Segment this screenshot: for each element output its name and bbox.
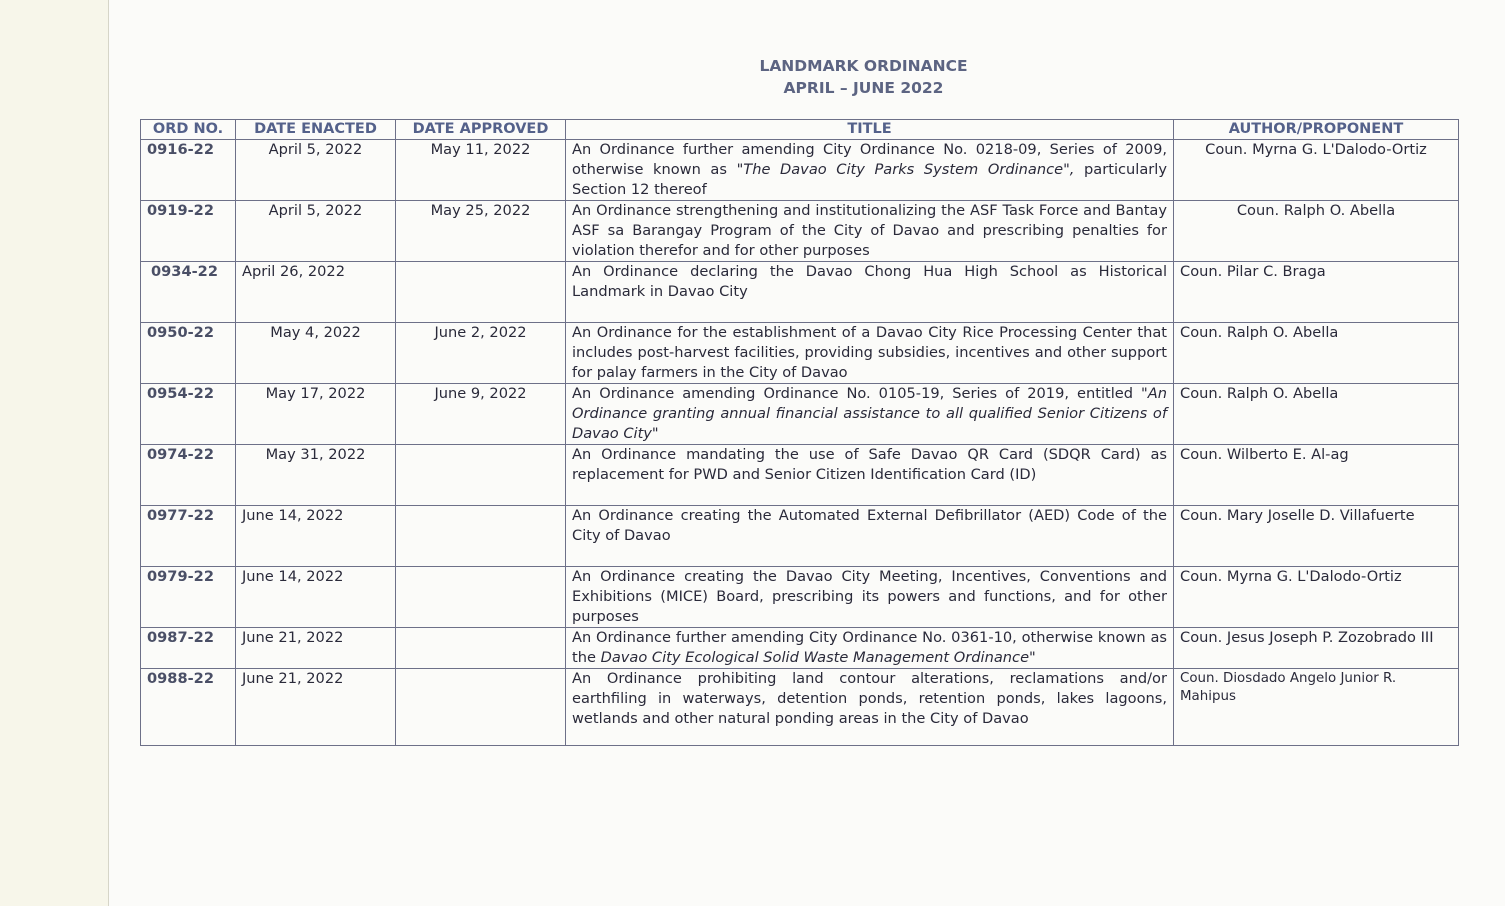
date-enacted-cell: June 21, 2022 (236, 669, 396, 746)
title-italic-text: "The Davao City Parks System Ordinance", (736, 161, 1075, 178)
table-row (141, 201, 1459, 262)
title-cell (566, 567, 1174, 628)
date-approved-cell (396, 445, 566, 506)
ord-no-cell: 0954-22 (141, 384, 236, 445)
title-text: An Ordinance declaring the Davao Chong Hua High School as Historical Landmark in Davao City (572, 263, 1167, 300)
title-cell (566, 201, 1174, 262)
author-cell: Coun. Diosdado Angelo Junior R. Mahipus (1174, 669, 1459, 746)
date-enacted-cell: April 26, 2022 (236, 262, 396, 323)
ord-no-cell: 0919-22 (141, 201, 236, 262)
header-author: AUTHOR/PROPONENT (1174, 120, 1459, 140)
page-edge (0, 0, 109, 906)
date-approved-cell: June 9, 2022 (396, 384, 566, 445)
document-title: LANDMARK ORDINANCE (759, 57, 968, 75)
ord-no-cell: 0950-22 (141, 323, 236, 384)
table-row (141, 669, 1459, 746)
ordinance-table (140, 119, 1459, 746)
title-text: An Ordinance mandating the use of Safe Davao QR Card (SDQR Card) as replacement for PWD and Senior Citizen Identification Card (ID) (572, 446, 1167, 483)
table-row (141, 445, 1459, 506)
date-enacted-cell: June 14, 2022 (236, 567, 396, 628)
title-cell (566, 445, 1174, 506)
date-approved-cell (396, 669, 566, 746)
title-text: An Ordinance prohibiting land contour alterations, reclamations and/or earthfiling in waterways, detention ponds, retention ponds, lakes lagoons, wetlands and other natural ponding areas in the City of Davao (572, 670, 1167, 727)
author-cell: Coun. Ralph O. Abella (1174, 323, 1459, 384)
date-approved-cell (396, 567, 566, 628)
title-text: An Ordinance further amending City Ordinance No. 0361-10, otherwise known as the (572, 629, 1167, 666)
ord-no-cell: 0979-22 (141, 567, 236, 628)
header-ord-no: ORD NO. (141, 120, 236, 140)
title-cell (566, 384, 1174, 445)
title-cell (566, 140, 1174, 201)
author-cell: Coun. Myrna G. L'Dalodo-Ortiz (1174, 567, 1459, 628)
date-approved-cell: May 11, 2022 (396, 140, 566, 201)
title-cell (566, 628, 1174, 669)
date-enacted-cell: June 21, 2022 (236, 628, 396, 669)
title-italic-text: "An Ordinance granting annual financial assistance to all qualified Senior Citizens of Davao City" (572, 385, 1167, 442)
date-approved-cell (396, 506, 566, 567)
table-row (141, 628, 1459, 669)
table-row (141, 567, 1459, 628)
title-cell (566, 506, 1174, 567)
date-enacted-cell: May 17, 2022 (236, 384, 396, 445)
date-enacted-cell: April 5, 2022 (236, 140, 396, 201)
date-approved-cell (396, 628, 566, 669)
author-cell: Coun. Pilar C. Braga (1174, 262, 1459, 323)
title-cell (566, 262, 1174, 323)
table-row (141, 506, 1459, 567)
date-approved-cell (396, 262, 566, 323)
ord-no-cell: 0987-22 (141, 628, 236, 669)
header-date-approved: DATE APPROVED (396, 120, 566, 140)
ord-no-cell: 0988-22 (141, 669, 236, 746)
title-text: An Ordinance creating the Davao City Meeting, Incentives, Conventions and Exhibitions (MICE) Board, prescribing its powers and functions, and for other purposes (572, 568, 1167, 625)
ord-no-cell: 0977-22 (141, 506, 236, 567)
document-period: APRIL – JUNE 2022 (783, 79, 944, 97)
title-text: An Ordinance strengthening and institutionalizing the ASF Task Force and Bantay ASF sa Barangay Program of the City of Davao and prescribing penalties for violation therefor and for other purposes (572, 202, 1167, 259)
ord-no-cell: 0974-22 (141, 445, 236, 506)
title-text: An Ordinance amending Ordinance No. 0105-19, Series of 2019, entitled (572, 385, 1142, 402)
author-cell: Coun. Myrna G. L'Dalodo-Ortiz (1174, 140, 1459, 201)
header-title: TITLE (566, 120, 1174, 140)
ord-no-cell: 0934-22 (141, 262, 236, 323)
title-text: An Ordinance creating the Automated External Defibrillator (AED) Code of the City of Davao (572, 507, 1167, 544)
ord-no-cell: 0916-22 (141, 140, 236, 201)
table-row (141, 384, 1459, 445)
title-cell (566, 669, 1174, 746)
table-row (141, 323, 1459, 384)
title-italic-text: Davao City Ecological Solid Waste Management Ordinance" (600, 649, 1036, 666)
title-text-tail: particularly Section 12 thereof (572, 161, 1167, 198)
date-enacted-cell: June 14, 2022 (236, 506, 396, 567)
author-cell: Coun. Mary Joselle D. Villafuerte (1174, 506, 1459, 567)
date-enacted-cell: April 5, 2022 (236, 201, 396, 262)
date-approved-cell: May 25, 2022 (396, 201, 566, 262)
date-approved-cell: June 2, 2022 (396, 323, 566, 384)
title-cell (566, 323, 1174, 384)
author-cell: Coun. Ralph O. Abella (1174, 201, 1459, 262)
title-text: An Ordinance for the establishment of a Davao City Rice Processing Center that includes post-harvest facilities, providing subsidies, incentives and other support for palay farmers in the City of Davao (572, 324, 1167, 381)
table-row (141, 140, 1459, 201)
date-enacted-cell: May 4, 2022 (236, 323, 396, 384)
table-row (141, 262, 1459, 323)
header-date-enacted: DATE ENACTED (236, 120, 396, 140)
table-header-row (141, 120, 1459, 140)
author-cell: Coun. Ralph O. Abella (1174, 384, 1459, 445)
author-cell: Coun. Wilberto E. Al-ag (1174, 445, 1459, 506)
author-cell: Coun. Jesus Joseph P. Zozobrado III (1174, 628, 1459, 669)
title-text: An Ordinance further amending City Ordinance No. 0218-09, Series of 2009, otherwise known as (572, 141, 1167, 178)
date-enacted-cell: May 31, 2022 (236, 445, 396, 506)
